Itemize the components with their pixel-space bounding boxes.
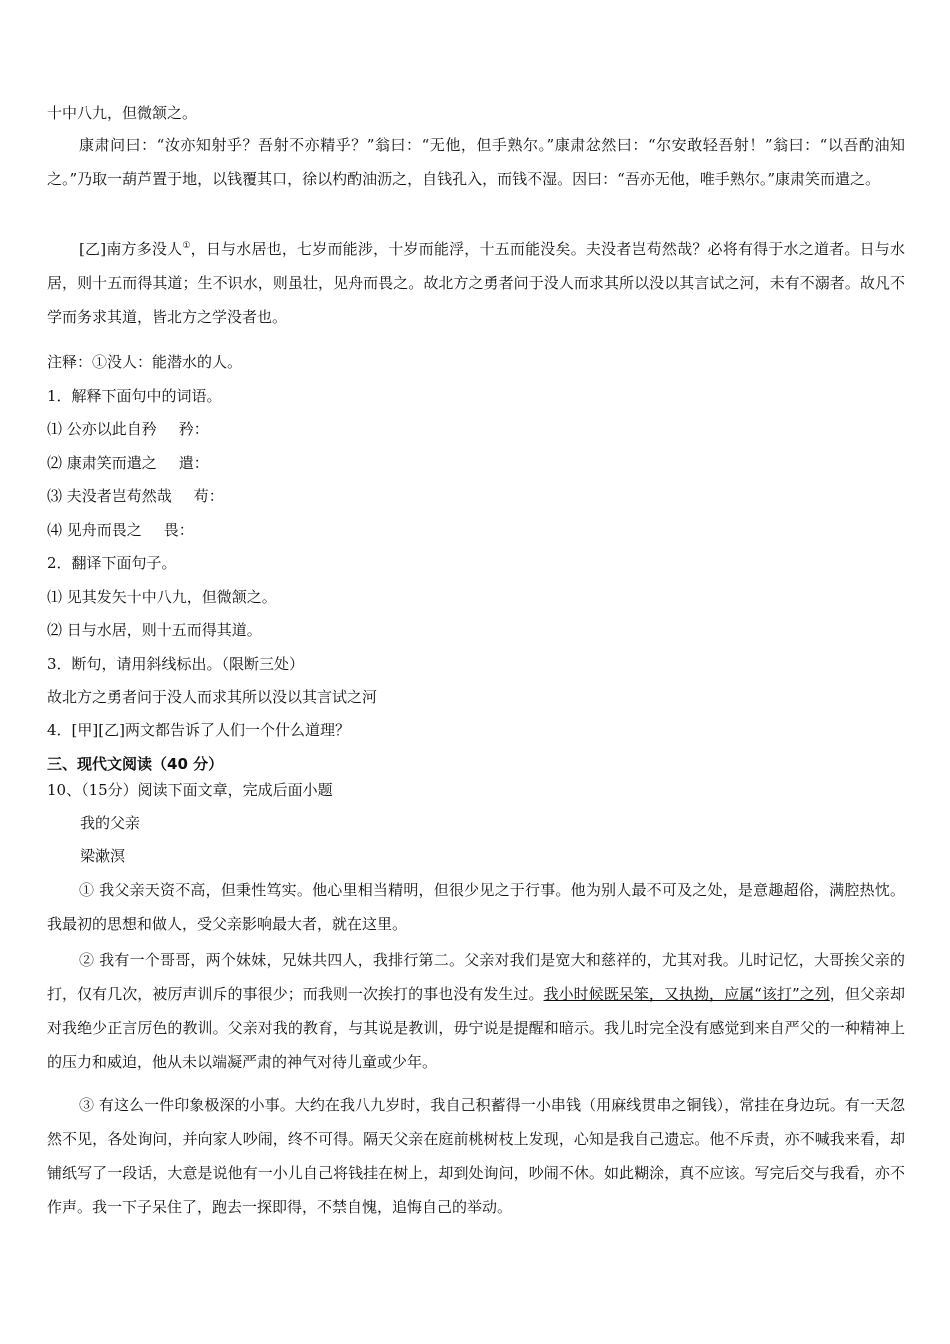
passage-b [47,232,905,334]
section-heading: 三、现代文阅读（40 分） [47,755,224,773]
article-para-3: ③ 有这么一件印象极深的小事。大约在我八九岁时，我自己积蓄得一小串钱（用麻线贯串之铜钱），常挂在身边玩。有一天忽然不见，各处询问，并向家人吵闹，终不可得。隔天父亲在庭前桃树枝上发现，心知是我自己遗忘。他不斥责，亦不喊我来看，却铺纸写了一段话，大意是说他有一小儿自己将钱挂在树上，却到处询问，吵闹不休。如此糊涂，真不应该。写完后交与我看，亦不作声。我一下子呆住了，跑去一探即得，不禁自愧，追悔自己的举动。 [47,1096,905,1216]
passage-a-para2: 康肃问曰：“汝亦知射乎？吾射不亦精乎？”翁曰：“无他，但手熟尔。”康肃忿然曰：“尔安敢轻吾射！”翁曰：“以吾酌油知之。”乃取一葫芦置于地，以钱覆其口，徐以杓酌油沥之，自钱孔入，而钱不湿。因曰：“吾亦无他，唯手熟尔。”康肃笑而遣之。 [47,136,905,188]
item-word: 畏： [163,521,194,539]
question-2: 2．翻译下面句子。 [47,554,177,572]
note-marker: ① [182,241,191,251]
item-word: 苟： [193,487,224,505]
item-text: ⑵ 康肃笑而遣之 [47,454,157,472]
passage-b-text: ，日与水居也，七岁而能涉，十岁而能浮，十五而能没矣。夫没者岂苟然哉？必将有得于水之道者。日与水居，则十五而得其道；生不识水，则虽壮，见舟而畏之。故北方之勇者问于没人而求其所以没以其言试之河，未有不溺者。故凡不学而务求其道，皆北方之学没者也。 [47,240,905,326]
article-title: 我的父亲 [80,814,141,832]
question-1: 1．解释下面句中的词语。 [47,387,222,405]
question-2-item: ⑴ 见其发矢十中八九，但微颔之。 [47,588,277,606]
question-1-item [47,520,194,540]
question-2-item: ⑵ 日与水居，则十五而得其道。 [47,621,262,639]
underlined-sentence: 我小时候既呆笨，又执拗，应属“该打”之列 [543,985,830,1003]
question-10: 10、（15分）阅读下面文章，完成后面小题 [47,781,333,799]
passage-a-line1: 十中八九，但微颔之。 [47,104,198,122]
annotation-note: 注释：①没人：能潜水的人。 [47,353,243,371]
question-3-text: 故北方之勇者问于没人而求其所以没以其言试之河 [47,688,378,706]
question-3: 3．断句，请用斜线标出。（限断三处） [47,655,305,673]
para-2-text-before: ② 我有一个哥哥，两个妹妹，兄妹共四人，我排行第二。父亲对我们是宽大和慈祥的，尤其对我。儿时记忆，大哥挨父亲的打，仅有几次，被厉声训斥的事很少；而我则一次挨打的事也没有发生过。 [47,951,905,1003]
article-para-1: ① 我父亲天资不高，但秉性笃实。他心里相当精明，但很少见之于行事。他为别人最不可及之处，是意趣超俗，满腔热忱。我最初的思想和做人，受父亲影响最大者，就在这里。 [47,881,905,933]
item-text: ⑴ 公亦以此自矜 [47,420,157,438]
item-text: ⑷ 见舟而畏之 [47,521,142,539]
question-1-item [47,486,224,506]
question-4: 4．[甲][乙]两文都告诉了人们一个什么道理？ [47,721,350,739]
item-word: 矜： [178,420,209,438]
article-author: 梁漱溟 [80,847,126,865]
passage-b-label: [乙]南方多没人 [79,240,183,258]
para-2-text-after: ，但父亲却对我绝少正言厉色的教训。父亲对我的教育，与其说是教训，毋宁说是提醒和暗示。我儿时完全没有感觉到来自严父的一种精神上的压力和威迫，他从未以端凝严肃的神气对待儿童或少年。 [47,985,905,1071]
question-1-item [47,419,209,439]
question-1-item [47,453,209,473]
item-word: 遣： [178,454,209,472]
item-text: ⑶ 夫没者岂苟然哉 [47,487,172,505]
article-para-2 [47,943,905,1079]
